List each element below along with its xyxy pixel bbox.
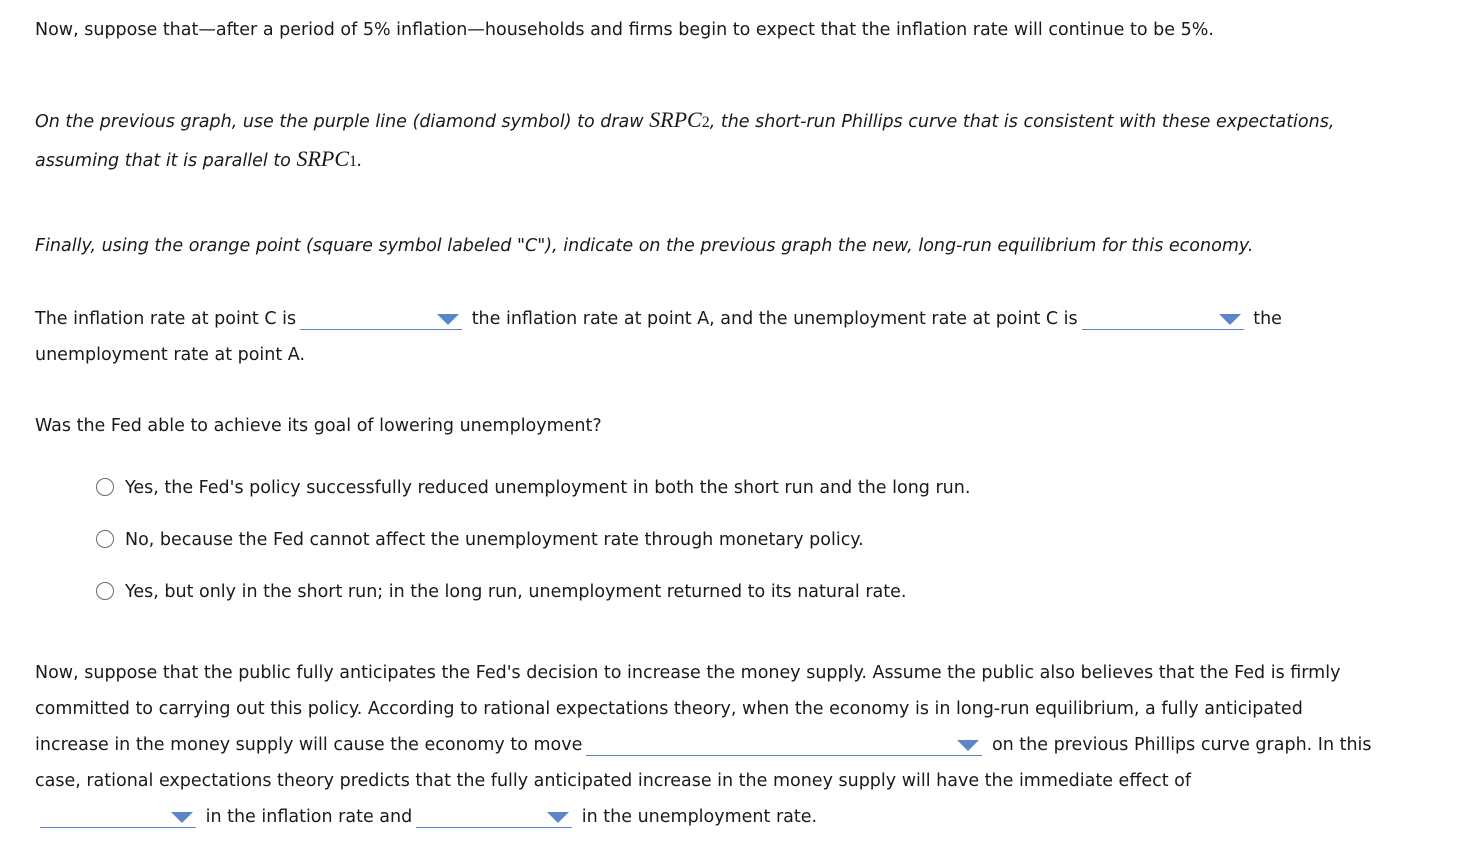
inflation-effect-dropdown[interactable] <box>40 805 196 828</box>
economy-movement-dropdown[interactable] <box>586 733 982 756</box>
inflation-comparison-dropdown[interactable] <box>300 307 462 330</box>
radio-button[interactable] <box>96 530 114 548</box>
srpc2-symbol: SRPC2 <box>649 107 710 132</box>
intro-text: Now, suppose that—after a period of 5% inflation—households and firms begin to expect that the inflation rate will continue to be 5%. <box>35 20 1214 40</box>
chevron-down-icon <box>437 314 459 325</box>
chevron-down-icon <box>957 740 979 751</box>
radio-option-1[interactable]: Yes, the Fed's policy successfully reduced unemployment in both the short run and the long run. <box>96 478 970 498</box>
srpc1-symbol: SRPC1 <box>296 146 358 171</box>
chevron-down-icon <box>547 812 569 823</box>
radio-button[interactable] <box>96 478 114 496</box>
fed-goal-question: Was the Fed able to achieve its goal of lowering unemployment? <box>35 416 602 436</box>
chevron-down-icon <box>171 812 193 823</box>
srpc2-instruction: On the previous graph, use the purple line (diamond symbol) to draw SRPC2, the short-run Phillips curve that is consistent with these expectations, assuming that it is parallel to SRPC1. <box>35 107 1335 171</box>
radio-option-3[interactable]: Yes, but only in the short run; in the long run, unemployment returned to its natural rate. <box>96 582 906 602</box>
radio-button[interactable] <box>96 582 114 600</box>
point-c-comparison-question: The inflation rate at point C is the inflation rate at point A, and the unemployment rate at point C is the unemployment rate at point A. <box>35 309 1282 365</box>
point-c-instruction: Finally, using the orange point (square symbol labeled "C"), indicate on the previous graph the new, long-run equilibrium for this economy. <box>35 236 1254 256</box>
chevron-down-icon <box>1219 314 1241 325</box>
radio-option-2[interactable]: No, because the Fed cannot affect the unemployment rate through monetary policy. <box>96 530 864 550</box>
unemployment-comparison-dropdown[interactable] <box>1082 307 1244 330</box>
unemployment-effect-dropdown[interactable] <box>416 805 572 828</box>
rational-expectations-question: Now, suppose that the public fully anticipates the Fed's decision to increase the money supply. Assume the public also believes that the Fed is firmly committed to carrying out this policy. According to rational expectations theory, when the economy is in long-run equilibrium, a fully anticipated increase in the money supply will cause the economy to move on the previous Phillips curve graph. In this case, rational expectations theory predicts that the fully anticipated increase in the money supply will have the immediate effect of in the inflation rate and in the unemployment rate. <box>35 663 1372 827</box>
